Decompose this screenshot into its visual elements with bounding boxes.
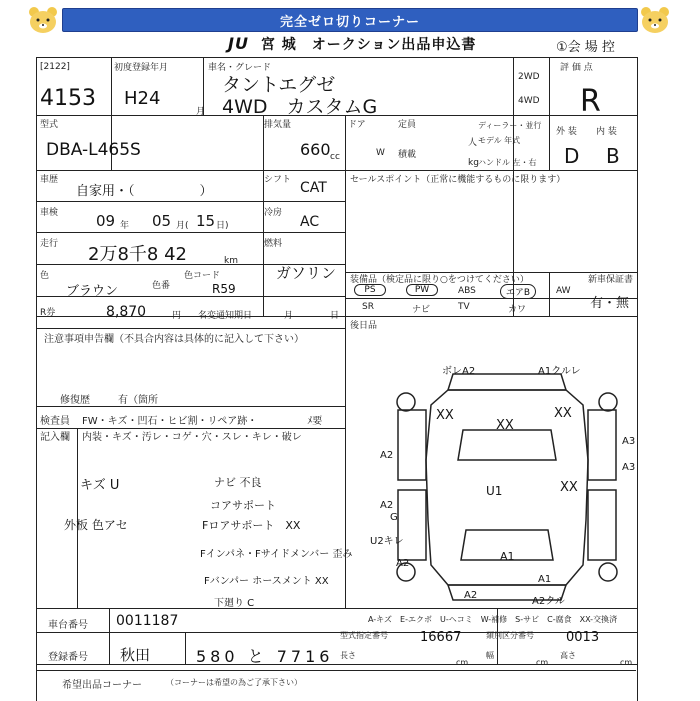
diagram-mark: A2 <box>380 450 394 461</box>
ju-logo: JU <box>228 34 249 53</box>
shift-value: CAT <box>300 180 327 196</box>
bear-mascot-icon <box>26 5 60 35</box>
mileage-value: 2万8千8 42 <box>88 244 187 265</box>
equipment-ps: PS <box>354 284 386 296</box>
sales-point-label: セールスポイント（正常に機能するものに限ります） <box>350 175 566 185</box>
repair-value: 有（箇所 <box>118 395 158 406</box>
lot-number: 4153 <box>40 86 96 111</box>
lot-code: [2122] <box>40 62 70 72</box>
note-fade: 外板 色アセ <box>64 518 128 532</box>
usage-value: 自家用・（ ） <box>76 184 213 199</box>
fuel-value: ガソリン <box>276 264 337 282</box>
model-name: タントエグゼ <box>222 74 336 96</box>
type-value: DBA-L465S <box>46 140 141 160</box>
note-underbody: 下廻り C <box>214 598 255 609</box>
notes-label: 注意事項申告欄（不具合内容は具体的に記入して下さい） <box>44 334 304 345</box>
diagram-mark: U1 <box>486 484 503 498</box>
plate-number: 580 と 7716 <box>196 647 334 666</box>
diagram-mark: XX <box>496 418 514 433</box>
venue-copy-label: ①会 場 控 <box>556 40 615 55</box>
model-label: 車名・グレード <box>208 63 272 73</box>
bear-mascot-icon <box>638 5 672 35</box>
type-number: 16667 <box>420 630 462 645</box>
note-navi: ナビ 不良 <box>214 476 262 489</box>
interior-grade: B <box>606 144 620 168</box>
note-bumper: Fバンパー ホースメント XX <box>204 576 329 587</box>
diagram-mark: XX <box>560 480 578 495</box>
inspector-row-exterior: FW・キズ・凹石・ヒビ割・リペア跡・ ﾒ要 <box>82 416 323 427</box>
diagram-mark: A1 <box>538 574 552 585</box>
diagram-mark: U2キレ <box>370 536 404 547</box>
diagram-mark: XX <box>436 408 454 423</box>
diagram-mark: A1クルレ <box>538 366 581 377</box>
footer-label: 希望出品コーナー <box>62 680 142 691</box>
plate-region: 秋田 <box>120 646 151 664</box>
diagram-mark: A1 <box>500 550 515 563</box>
diagram-mark: G <box>390 512 398 523</box>
overall-grade: R <box>580 84 601 119</box>
diagram-mark: A3 <box>622 436 636 447</box>
chassis-value: 0011187 <box>116 613 179 629</box>
ac-value: AC <box>300 214 320 230</box>
warranty-value: 有・無 <box>590 296 630 311</box>
damage-legend: A-キズ E-エクボ U-ヘコミ W-補修 S-サビ C-腐食 XX-交換済 <box>368 615 618 624</box>
registration-label: 初度登録年月 <box>114 63 169 73</box>
note-inpanel: Fインパネ・Fサイドメンバー 歪み <box>200 549 353 560</box>
diagram-mark: A2 <box>464 590 478 601</box>
note-core-support: コアサポート <box>210 499 276 512</box>
note-scratch: キズ U <box>80 478 120 493</box>
equipment-airbag: エアB <box>500 284 536 299</box>
diagram-mark: XX <box>554 406 572 421</box>
back-seat-label: 後日品 <box>350 321 378 331</box>
equipment-pw: PW <box>406 284 438 296</box>
diagram-mark: A2 <box>380 500 394 511</box>
model-grade: 4WD カスタムG <box>222 96 378 118</box>
inspector-row-interior: 内装・キズ・汚レ・コゲ・穴・スレ・キレ・破レ <box>82 432 302 443</box>
banner-title: 完全ゼロ切りコーナー <box>62 8 638 32</box>
diagram-mark: A2クル <box>532 596 565 607</box>
note-lower-support: Fロアサポート XX <box>202 519 301 532</box>
color-code: R59 <box>212 282 236 296</box>
recycle-value: 8,870 <box>106 304 147 320</box>
form-title: JU 宮 城 オークション出品申込書 <box>228 34 477 53</box>
diagram-mark: A2 <box>396 558 410 569</box>
class-number: 0013 <box>566 630 600 645</box>
diagram-mark: ボレA2 <box>442 366 476 377</box>
equipment-label: 装備品（検定品に限り○をつけてください） <box>350 275 529 285</box>
registration-era: H24 <box>124 88 161 109</box>
vehicle-damage-diagram <box>370 360 636 610</box>
exterior-grade: D <box>564 144 580 168</box>
color-value: ブラウン <box>66 284 119 299</box>
diagram-mark: A3 <box>622 462 636 473</box>
grade-label: 評 価 点 <box>560 63 593 73</box>
displacement-value: 660 <box>300 140 331 159</box>
